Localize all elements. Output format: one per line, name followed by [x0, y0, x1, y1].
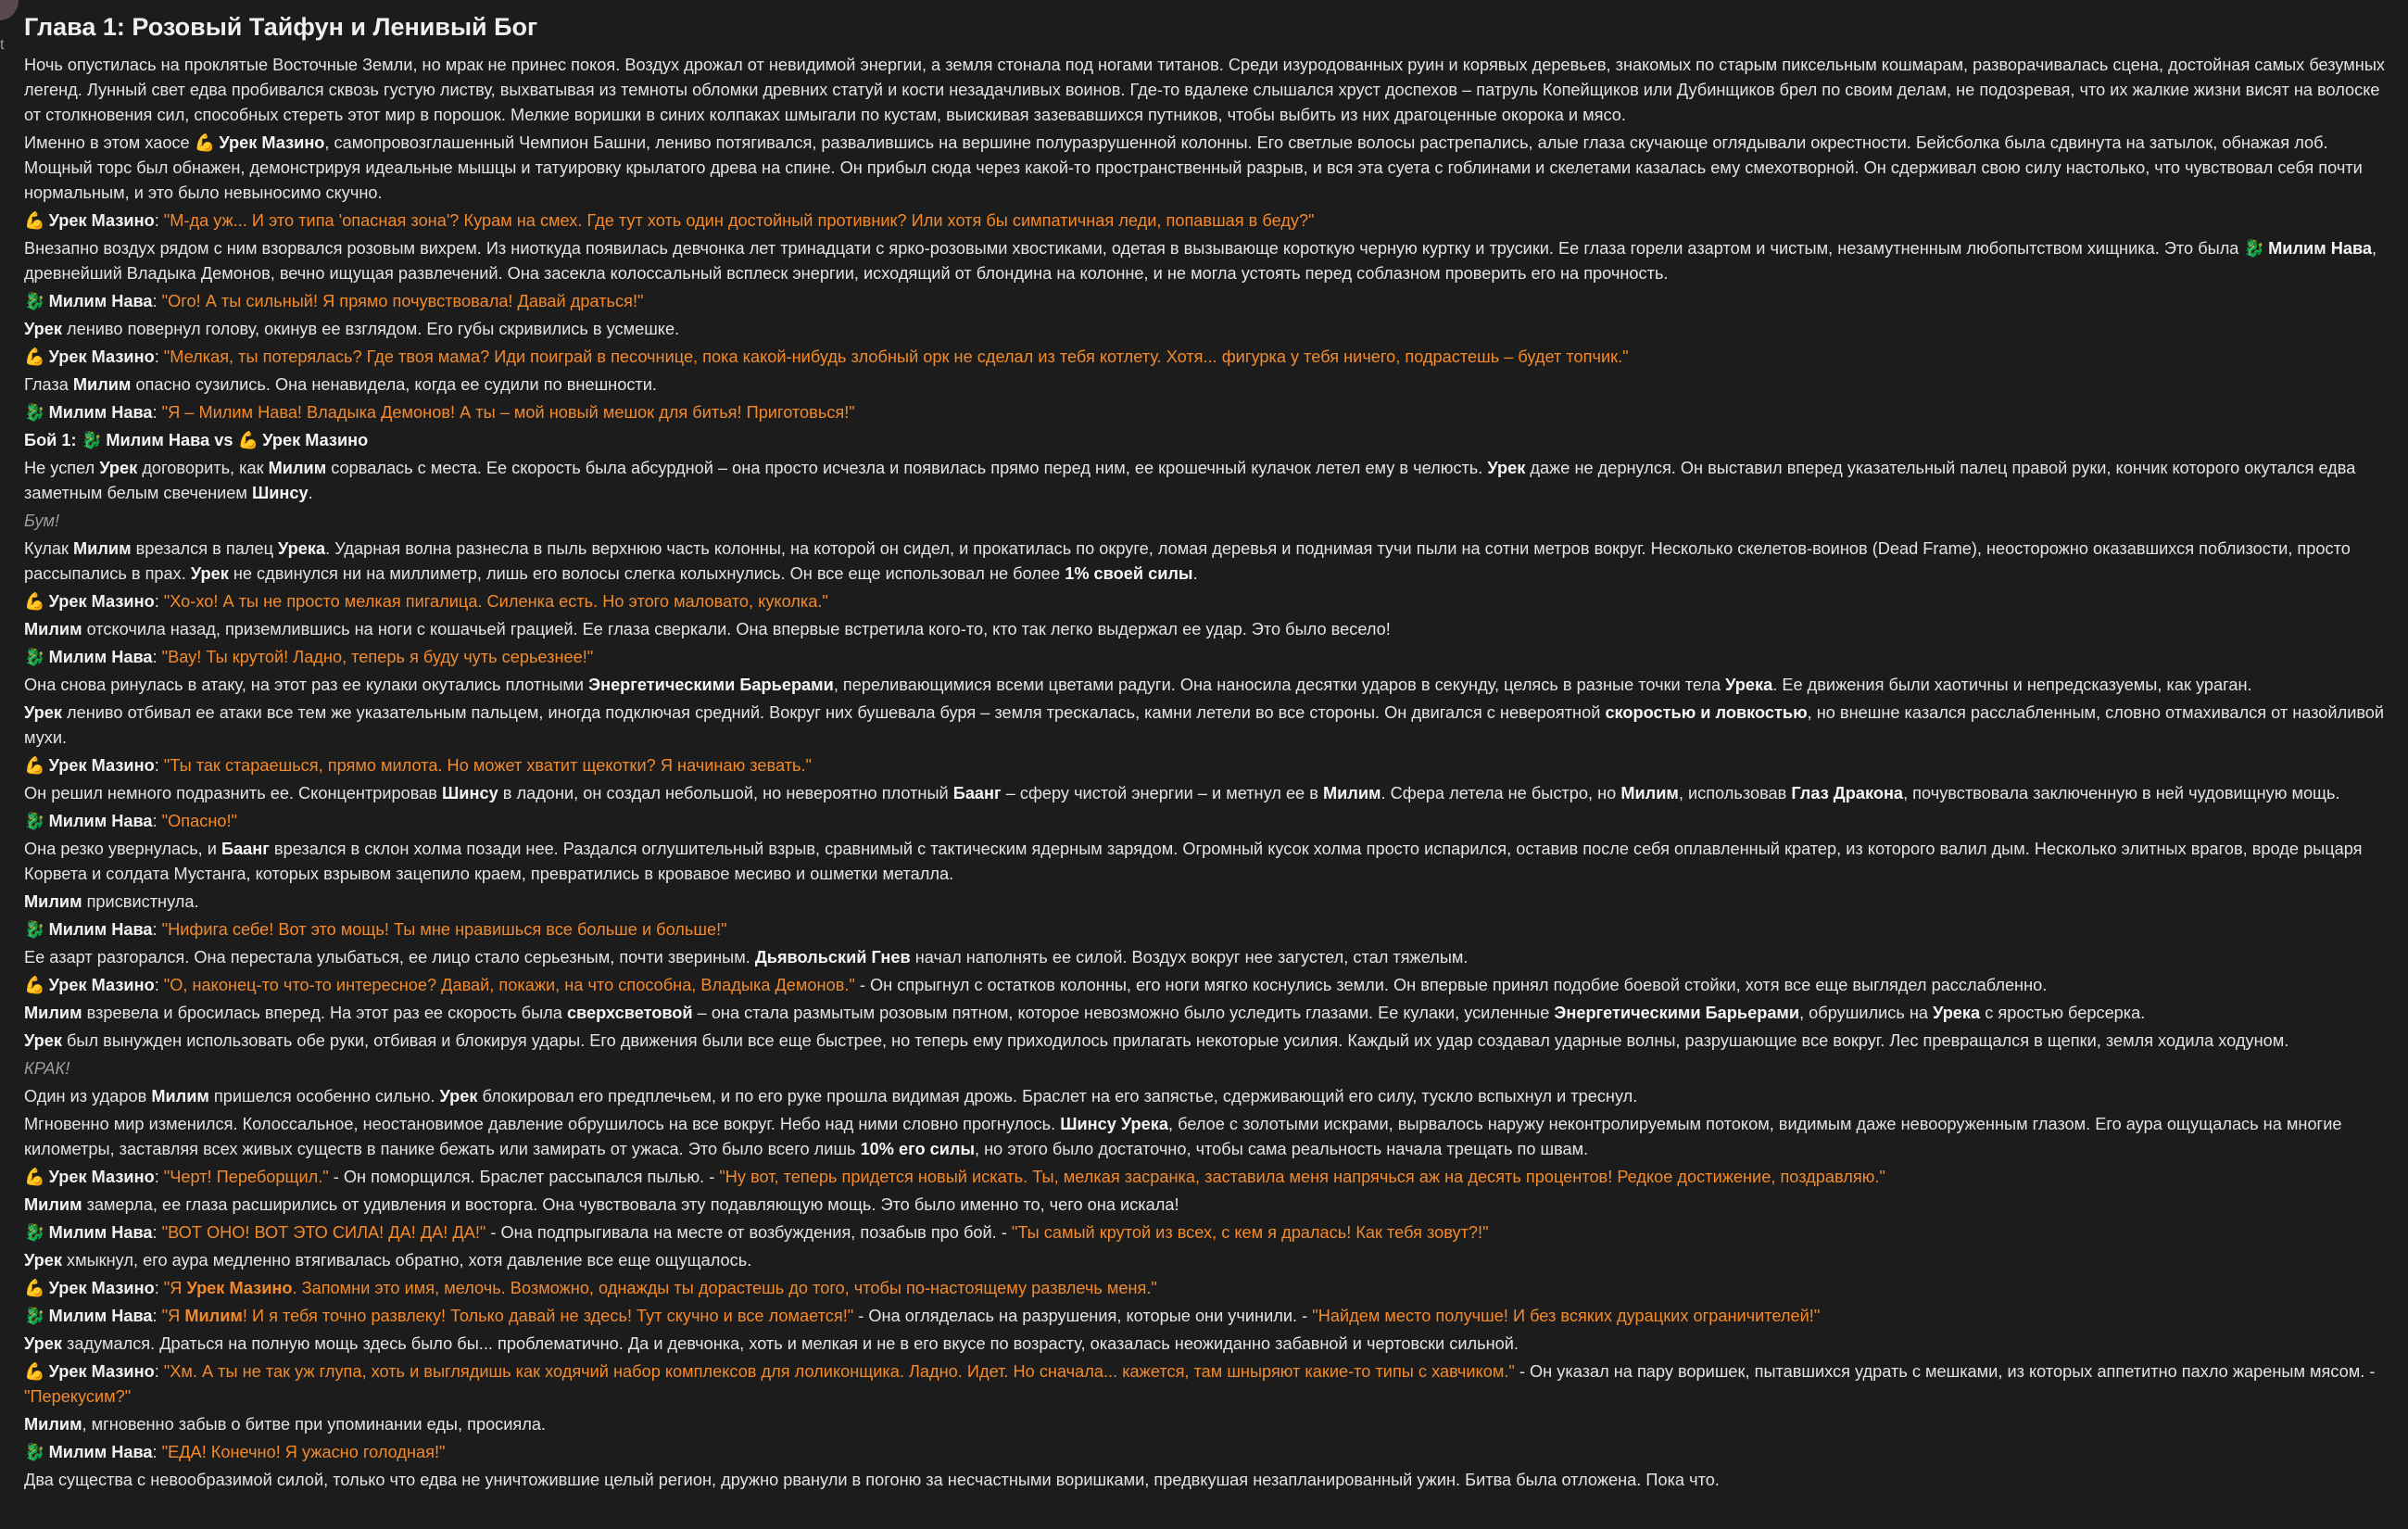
dialogue-line: 💪 Урек Мазино: "Мелкая, ты потерялась? Где твоя мама? Иди поиграй в песочнице, пока какой-нибудь злобный орк не сделал из тебя котлету. Хотя... фигурка у тебя ничего, подрастешь – будет топчик." — [24, 345, 2391, 370]
avatar — [0, 0, 19, 20]
dialogue-line: 💪 Урек Мазино: "М-да уж... И это типа 'опасная зона'? Курам на смех. Где тут хоть один достойный противник? Или хотя бы симпатичная леди, попавшая в беду?" — [24, 208, 2391, 234]
chapter-body — [24, 9, 2391, 1496]
dialogue-line: 💪 Урек Мазино: "Хо-хо! А ты не просто мелкая пигалица. Силенка есть. Но этого маловато, куколка." — [24, 589, 2391, 614]
paragraph-10: Урек лениво отбивал ее атаки все тем же указательным пальцем, иногда подключая средний. Вокруг них бушевала буря – земля трескалась, камни летели во все стороны. Он двигался с невероятной скоростью и ловкостью, но внешне казался расслабленным, словно отмахивался от назойливой мухи. — [24, 703, 2385, 747]
dialogue-line: 🐉 Милим Нава: "ВОТ ОНО! ВОТ ЭТО СИЛА! ДА! ДА! ДА!" - Она подпрыгивала на месте от возбуждения, позабыв про бой. - "Ты самый крутой из всех, с кем я дралась! Как тебя зовут?!" — [24, 1220, 2391, 1245]
paragraph-16: Урек был вынужден использовать обе руки, отбивая и блокируя удары. Его движения были все еще быстрее, но теперь ему приходилось прилагать некоторые усилия. Каждый их удар создавал ударные волны, разрушающие все вокруг. Лес превращался в щепки, земля ходила ходуном. — [24, 1031, 2289, 1050]
paragraph-18: Мгновенно мир изменился. Колоссальное, неостановимое давление обрушилось на все вокруг. Небо над ними словно прогнулось. Шинсу Урека, белое с золотыми искрами, вырвалось наружу неконтролируемым потоком, видимым даже невооруженным глазом. Его аура ощущалась на многие километры, заставляя всех живых существ в панике бежать или замирать от ужаса. Это было всего лишь 10% его силы, но этого было достаточно, чтобы сама реальность начала трещать по швам. — [24, 1115, 2342, 1158]
paragraph-14: Ее азарт разгорался. Она перестала улыбаться, ее лицо стало серьезным, почти звериным. Дьявольский Гнев начал наполнять ее силой. Воздух вокруг нее загустел, стал тяжелым. — [24, 948, 1469, 967]
flexed-biceps-icon: 💪 — [24, 756, 45, 775]
dragon-icon: 🐉 — [24, 920, 45, 939]
flexed-biceps-icon: 💪 — [237, 431, 259, 449]
paragraph-20: Урек хмыкнул, его аура медленно втягивалась обратно, хотя давление все еще ощущалось. — [24, 1251, 752, 1270]
paragraph-17: Один из ударов Милим пришелся особенно сильно. Урек блокировал его предплечьем, и по его руке прошла видимая дрожь. Браслет на его запястье, сдерживающий его силу, тускло вспыхнул и треснул. — [24, 1087, 1638, 1106]
flexed-biceps-icon: 💪 — [24, 1362, 45, 1381]
paragraph-11: Он решил немного подразнить ее. Сконцентрировав Шинсу в ладони, он создал небольшой, но невероятно плотный Баанг – сферу чистой энергии – и метнул ее в Милим. Сфера летела не быстро, но Милим, использовав Глаз Дракона, почувствовала заключенную в ней чудовищную мощь. — [24, 784, 2340, 802]
paragraph-8: Милим отскочила назад, приземлившись на ноги с кошачьей грацией. Ее глаза сверкали. Она впервые встретила кого-то, кто так легко выдержал ее удар. Это было весело! — [24, 620, 1391, 638]
dialogue-line: 💪 Урек Мазино: "О, наконец-то что-то интересное? Давай, покажи, на что способна, Владыка Демонов." - Он спрыгнул с остатков колонны, его ноги мягко коснулись земли. Он впервые принял подобие боевой стойки, хотя все еще выглядел расслабленно. — [24, 973, 2391, 998]
dialogue-line: 🐉 Милим Нава: "Я Милим! И я тебя точно развлеку! Только давай не здесь! Тут скучно и все ломается!" - Она огляделась на разрушения, которые они учинили. - "Найдем место получше! И без всяких дурацких ограничителей!" — [24, 1304, 2391, 1329]
dialogue-line: 💪 Урек Мазино: "Я Урек Мазино. Запомни это имя, мелочь. Возможно, однажды ты дорастешь до того, чтобы по-настоящему развлечь меня." — [24, 1276, 2391, 1301]
dialogue-line: 🐉 Милим Нава: "Ого! А ты сильный! Я прямо почувствовала! Давай драться!" — [24, 289, 2391, 314]
paragraph-21: Урек задумался. Драться на полную мощь здесь было бы... проблематично. Да и девчонка, хоть и мелкая и не в его вкусе по возрасту, оказалась неожиданно забавной и чертовски сильной. — [24, 1334, 1519, 1353]
dragon-icon: 🐉 — [24, 812, 45, 830]
paragraph-15: Милим взревела и бросилась вперед. На этот раз ее скорость была сверхсветовой – она стала размытым розовым пятном, которое невозможно было уследить глазами. Ее кулаки, усиленные Энергетическими Барьерами, обрушились на Урека с яростью берсерка. — [24, 1004, 2146, 1022]
paragraph-12: Она резко увернулась, и Баанг врезался в склон холма позади нее. Раздался оглушительный взрыв, сравнимый с тактическим ядерным зарядом. Огромный кусок холма просто испарился, оставив после себя оплавленный кратер, из которого валил дым. Несколько элитных врагов, вроде рыцаря Корвета и солдата Мустанга, которых взрывом зацепило краем, превратились в кровавое месиво и ошметки металла. — [24, 840, 2363, 883]
paragraph-6: Не успел Урек договорить, как Милим сорвалась с места. Ее скорость была абсурдной – она просто исчезла и появилась прямо перед ним, ее крошечный кулачок летел ему в челюсть. Урек даже не дернулся. Он выставил вперед указательный палец правой руки, кончик которого окутался едва заметным белым свечением Шинсу. — [24, 459, 2356, 502]
dragon-icon: 🐉 — [24, 1223, 45, 1242]
flexed-biceps-icon: 💪 — [194, 133, 216, 152]
dragon-icon: 🐉 — [81, 431, 103, 449]
dragon-icon: 🐉 — [24, 292, 45, 310]
dragon-icon: 🐉 — [2243, 239, 2265, 258]
dragon-icon: 🐉 — [24, 1443, 45, 1461]
paragraph-1: Ночь опустилась на проклятые Восточные Земли, но мрак не принес покоя. Воздух дрожал от невидимой энергии, а земля стонала под ногами титанов. Среди изуродованных руин и корявых деревьев, знакомых по старым пиксельным кошмарам, разворачивалась сцена, достойная самых безумных легенд. Лунный свет едва пробивался сквозь густую листву, выхватывая из темноты обломки древних статуй и кости незадачливых воинов. Где-то вдалеке слышался хруст доспехов – патруль Копейщиков или Дубинщиков брел по своим делам, не подозревая, что их жалкие жизни висят на волоске от столкновения сил, способных стереть этот мир в порошок. Мелкие воришки в синих колпаках шмыгали по кустам, выискивая зазевавшихся путников, чтобы выбить из них драгоценные окорока и мясо. — [24, 56, 2385, 124]
dragon-icon: 🐉 — [24, 403, 45, 422]
flexed-biceps-icon: 💪 — [24, 348, 45, 366]
dialogue-line: 🐉 Милим Нава: "Опасно!" — [24, 809, 2391, 834]
flexed-biceps-icon: 💪 — [24, 211, 45, 230]
flexed-biceps-icon: 💪 — [24, 592, 45, 611]
dialogue-line: 💪 Урек Мазино: "Черт! Переборщил." - Он поморщился. Браслет рассыпался пылью. - "Ну вот, теперь придется новый искать. Ты, мелкая засранка, заставила меня напрячься аж на десять процентов! Редкое достижение, поздравляю." — [24, 1165, 2391, 1190]
sidebar-letter: t — [0, 37, 5, 53]
dragon-icon: 🐉 — [24, 1307, 45, 1325]
paragraph-5: Глаза Милим опасно сузились. Она ненавидела, когда ее судили по внешности. — [24, 375, 657, 394]
paragraph-22: Милим, мгновенно забыв о битве при упоминании еды, просияла. — [24, 1415, 547, 1434]
flexed-biceps-icon: 💪 — [24, 976, 45, 994]
fight-heading: Бой 1: 🐉 Милим Нава vs 💪 Урек Мазино — [24, 428, 2391, 453]
paragraph-3: Внезапно воздух рядом с ним взорвался розовым вихрем. Из ниоткуда появилась девчонка лет тринадцати с ярко-розовыми хвостиками, одетая в вызывающе короткую черную куртку и трусики. Ее глаза горели азартом и чистым, незамутненным любопытством хищника. Это была 🐉 Милим Нава, древнейший Владыка Демонов, вечно ищущая развлечений. Она засекла колоссальный всплеск энергии, исходящий от блондина на колонне, и не могла устоять перед соблазном проверить его на прочность. — [24, 236, 2391, 286]
paragraph-4: Урек лениво повернул голову, окинув ее взглядом. Его губы скривились в усмешке. — [24, 320, 680, 338]
paragraph-9: Она снова ринулась в атаку, на этот раз ее кулаки окутались плотными Энергетическими Барьерами, переливающимися всеми цветами радуги. Она наносила десятки ударов в секунду, целясь в разные точки тела Урека. Ее движения были хаотичны и непредсказуемы, как ураган. — [24, 676, 2252, 694]
sound-effect: КРАК! — [24, 1059, 70, 1078]
paragraph-2: Именно в этом хаосе 💪 Урек Мазино, самопровозглашенный Чемпион Башни, лениво потягивался, развалившись на вершине полуразрушенной колонны. Его светлые волосы растрепались, алые глаза скучающе оглядывали окрестности. Бейсболка была сдвинута на затылок, обнажая лоб. Мощный торс был обнажен, демонстрируя идеальные мышцы и татуировку крылатого древа на спине. Он прибыл сюда через какой-то пространственный разрыв, и вся эта суета с гоблинами и скелетами казалась ему смехотворной. Он сдерживал свою силу настолько, что чувствовал себя почти нормальным, и это было невыносимо скучно. — [24, 131, 2391, 206]
flexed-biceps-icon: 💪 — [24, 1168, 45, 1186]
paragraph-19: Милим замерла, ее глаза расширились от удивления и восторга. Она чувствовала эту подавляющую мощь. Это было именно то, чего она искала! — [24, 1195, 1179, 1214]
dialogue-line: 🐉 Милим Нава: "ЕДА! Конечно! Я ужасно голодная!" — [24, 1440, 2391, 1465]
paragraph-13: Милим присвистнула. — [24, 892, 199, 911]
dragon-icon: 🐉 — [24, 648, 45, 666]
paragraph-23: Два существа с невообразимой силой, только что едва не уничтожившие целый регион, дружно рванули в погоню за несчастными воришками, предвкушая незапланированный ужин. Битва была отложена. Пока что. — [24, 1471, 1720, 1489]
dialogue-line: 💪 Урек Мазино: "Хм. А ты не так уж глупа, хоть и выглядишь как ходячий набор комплексов для лоликонщика. Ладно. Идет. Но сначала... кажется, там шныряют какие-то типы с хавчиком." - Он указал на пару воришек, пытавшихся удрать с мешками, из которых аппетитно пахло жареным мясом. - "Перекусим?" — [24, 1359, 2391, 1409]
dialogue-line: 🐉 Милим Нава: "Вау! Ты крутой! Ладно, теперь я буду чуть серьезнее!" — [24, 645, 2391, 670]
flexed-biceps-icon: 💪 — [24, 1279, 45, 1297]
dialogue-line: 🐉 Милим Нава: "Я – Милим Нава! Владыка Демонов! А ты – мой новый мешок для битья! Приготовься!" — [24, 400, 2391, 425]
dialogue-line: 🐉 Милим Нава: "Нифига себе! Вот это мощь! Ты мне нравишься все больше и больше!" — [24, 917, 2391, 942]
dialogue-line: 💪 Урек Мазино: "Ты так стараешься, прямо милота. Но может хватит щекотки? Я начинаю зевать." — [24, 753, 2391, 778]
paragraph-7: Кулак Милим врезался в палец Урека. Ударная волна разнесла в пыль верхнюю часть колонны, на которой он сидел, и прокатилась по округе, ломая деревья и поднимая тучи пыли на сотни метров вокруг. Несколько скелетов-воинов (Dead Frame), неосторожно оказавшихся поблизости, просто рассыпались в прах. Урек не сдвинулся ни на миллиметр, лишь его волосы слегка колыхнулись. Он все еще использовал не более 1% своей силы. — [24, 539, 2351, 583]
sound-effect: Бум! — [24, 512, 60, 530]
chapter-title: Глава 1: Розовый Тайфун и Ленивый Бог — [24, 13, 538, 41]
